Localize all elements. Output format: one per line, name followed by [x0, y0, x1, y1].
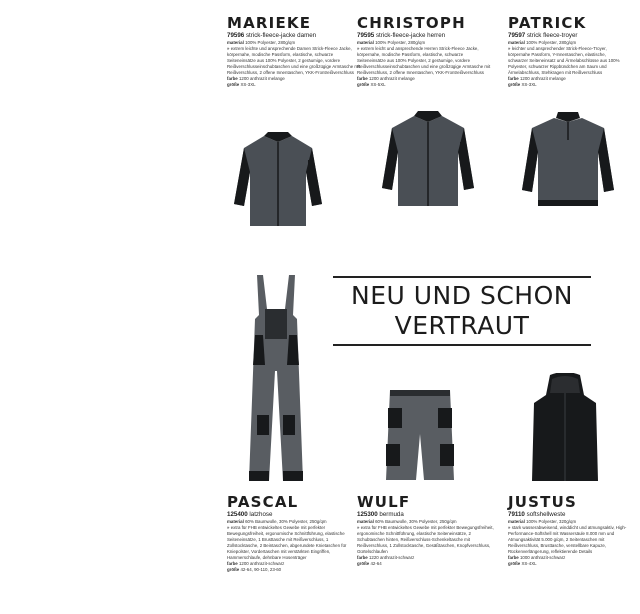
- product-code: 125400: [227, 511, 248, 518]
- product-title: strick fleece-troyer: [526, 32, 578, 39]
- headline-rule-top: [333, 276, 591, 278]
- product-name: JUSTUS: [508, 493, 577, 511]
- product-title: latzhose: [249, 511, 273, 518]
- pascal-bib-overall-image: [243, 275, 309, 485]
- product-material: 60% Baumwolle, 30% Polyester, 250g/qm: [245, 519, 327, 524]
- product-material: 100% Polyester, 320g/qm: [526, 519, 577, 524]
- product-color: 1200 anthrazit melange: [519, 76, 566, 81]
- patrick-troyer-image: [518, 110, 618, 210]
- product-size: XS-3XL: [240, 82, 256, 87]
- product-title: strick-fleece-jacke herren: [375, 32, 446, 39]
- marieke-jacket-image: [228, 130, 328, 230]
- product-description: leichter und ansprechender Strick-Fleece-Troyer, körpernahe Passform, Y-Innentaschen, elastische, schwarzer Seiteneinsatz und Ärmelabschlüsse aus 100% Polyester, schwarzer Rippbündchen am Saum und Ärmelabschluss, Stehkragen mit Reißverschluss: [508, 46, 620, 75]
- headline-rule-bottom: [333, 344, 591, 346]
- product-name: MARIEKE: [227, 14, 312, 32]
- product-marieke: MARIEKE 79596 strick-fleece-jacke damen material 100% Polyester, 280g/qm » extrem leichte und ansprechende Damen Strick-Fleece Jacke, körpernahe, modische Passform, elastische, schwarze Seiteneinsätze aus 100% Polyester, 2 geräumige, vordere Reißverschlusseinschubtaschen und eine großzügige Armtasche mit Reißverschluss, 2 offene Innentaschen, YKK-Frontreißverschluss farbe 1200 anthrazit melange größe XS-3XL: [227, 14, 361, 87]
- product-material: 100% Polyester, 280g/qm: [245, 40, 296, 45]
- product-size: 42-64, 90-110, 23-60: [240, 567, 282, 572]
- wulf-bermuda-image: [382, 388, 458, 484]
- product-justus: JUSTUS 79110 softshellweste material 100% Polyester, 320g/qm » stark wasserabweisend, winddicht und atmungsaktiv, High-Performance-Softshell mit Wassersäule 8.000 mm und Atmungsaktivität 5.000 g/qm, 2 Seitentaschen mit Reißverschluss, Brusttasche, verstellbare Kapuze, Rückenverlängerung, reflektierende Details farbe 1000 anthrazit-schwarz größe XS-4XL: [508, 494, 632, 567]
- product-color: 1220 anthrazit-schwarz: [368, 555, 415, 560]
- product-size: XS-4XL: [521, 561, 537, 566]
- christoph-jacket-image: [378, 110, 478, 210]
- product-description: extra für FHB entwickeltes Gewebe mit perfekter Bewegungsfreiheit, ergonomische Schnittführung, elastische Seiteneinsätze, 2 Schubtaschen hinten, Reißverschluss-Schenkeltasche mit Reißverschluss, 1 Zollstocktasche, Gesäßtaschen, Knopfverschluss, Gürtelschlaufen: [357, 525, 494, 554]
- product-name: WULF: [357, 493, 411, 511]
- product-description: stark wasserabweisend, winddicht und atmungsaktiv, High-Performance-Softshell mit Wassersäule 8.000 mm und Atmungsaktivität 5.000 g/qm, 2 Seitentaschen mit Reißverschluss, Brusttasche, verstellbare Kapuze, Rückenverlängerung, reflektierende Details: [508, 525, 627, 554]
- product-color: 1200 anthrazit melange: [238, 76, 285, 81]
- product-code: 79595: [357, 32, 375, 39]
- product-color: 1000 anthrazit-schwarz: [519, 555, 566, 560]
- headline-line-1: NEU UND SCHON: [351, 281, 573, 310]
- product-pascal: PASCAL 125400 latzhose material 60% Baumwolle, 30% Polyester, 250g/qm » extra für FHB entwickeltes Gewebe mit perfekter Bewegungsfreiheit, ergonomische Schnittführung, elastische Seiteneinsätze, 1 Brusttasche mit Reißverschluss, 1 Zollstocktasche, 2 Beintaschen, abgerundete Knietaschen für Kniepolster, Vordertaschen mit verstärkten Eingriffen, Hammerschlaufe, dehnbare Hosenträger farbe 1200 anthrazit-schwarz größe 42-64, 90-110, 23-60: [227, 494, 352, 573]
- product-material: 100% Polyester, 280g/qm: [526, 40, 577, 45]
- justus-softshell-vest-image: [528, 373, 602, 485]
- product-code: 79110: [508, 511, 525, 518]
- product-code: 79596: [227, 32, 245, 39]
- product-code: 79597: [508, 32, 526, 39]
- headline-line-2: VERTRAUT: [394, 311, 530, 340]
- product-patrick: PATRICK 79597 strick fleece-troyer material 100% Polyester, 280g/qm » leichter und ansprechender Strick-Fleece-Troyer, körpernahe Passform, Y-Innentaschen, elastische, schwarzer Seiteneinsatz und Ärmelabschlüsse aus 100% Polyester, schwarzer Rippbündchen am Saum und Ärmelabschluss, Stehkragen mit Reißverschluss farbe 1200 anthrazit melange größe XS-3XL: [508, 15, 626, 88]
- product-color: 1200 anthrazit melange: [368, 76, 415, 81]
- product-title: strick-fleece-jacke damen: [245, 32, 317, 39]
- product-name: PASCAL: [227, 493, 299, 511]
- product-wulf: WULF 125300 bermuda material 60% Baumwolle, 30% Polyester, 250g/qm » extra für FHB entwickeltes Gewebe mit perfekter Bewegungsfreiheit, ergonomische Schnittführung, elastische Seiteneinsätze, 2 Schubtaschen hinten, Reißverschluss-Schenkeltasche mit Reißverschluss, 1 Zollstocktasche, Gesäßtaschen, Knopfverschluss, Gürtelschlaufen farbe 1220 anthrazit-schwarz größe 42-64: [357, 494, 497, 567]
- product-christoph: CHRISTOPH 79595 strick-fleece-jacke herren material 100% Polyester, 280g/qm » extrem leicht und ansprechende Herren Strick-Fleece Jacke, körpernahe, modische Passform, elastische, schwarze Seiteneinsätze aus 100% Polyester, 2 geräumige, vordere Reißverschlusseinschubtaschen und eine großzügige Armtasche mit Reißverschluss, 2 offene Innentaschen, YKK-Frontreißverschluss farbe 1200 anthrazit melange größe XS-5XL: [357, 14, 491, 87]
- product-name: PATRICK: [508, 14, 587, 32]
- product-material: 60% Baumwolle, 30% Polyester, 250g/qm: [375, 519, 457, 524]
- product-color: 1200 anthrazit-schwarz: [238, 561, 285, 566]
- product-title: bermuda: [379, 511, 404, 518]
- product-description: extra für FHB entwickeltes Gewebe mit perfekter Bewegungsfreiheit, ergonomische Schnittführung, elastische Seiteneinsätze, 1 Brusttasche mit Reißverschluss, 1 Zollstocktasche, 2 Beintaschen, abgerundete Knietaschen für Kniepolster, Vordertaschen mit verstärkten Eingriffen, Hammerschlaufe, dehnbare Hosenträger: [227, 525, 347, 560]
- product-code: 125300: [357, 511, 378, 518]
- product-title: softshellweste: [526, 511, 566, 518]
- product-description: extrem leicht und ansprechende Herren Strick-Fleece Jacke, körpernahe, modische Passform, elastische, schwarze Seiteneinsätze aus 100% Polyester, 2 geräumige, vordere Reißverschlusseinschubtaschen und eine großzügige Armtasche mit Reißverschluss, 2 offene Innentaschen, YKK-Frontreißverschluss: [357, 46, 491, 75]
- product-description: extrem leichte und ansprechende Damen Strick-Fleece Jacke, körpernahe, modische Passform, elastische, schwarze Seiteneinsätze aus 100% Polyester, 2 geräumige, vordere Reißverschlusseinschubtaschen und eine großzügige Armtasche mit Reißverschluss, 2 offene Innentaschen, YKK-Frontreißverschluss: [227, 46, 361, 75]
- headline: [332, 276, 592, 346]
- product-name: CHRISTOPH: [357, 14, 466, 32]
- product-size: XS-5XL: [370, 82, 386, 87]
- product-size: XS-3XL: [521, 82, 537, 87]
- product-size: 42-64: [370, 561, 382, 566]
- product-material: 100% Polyester, 280g/qm: [375, 40, 426, 45]
